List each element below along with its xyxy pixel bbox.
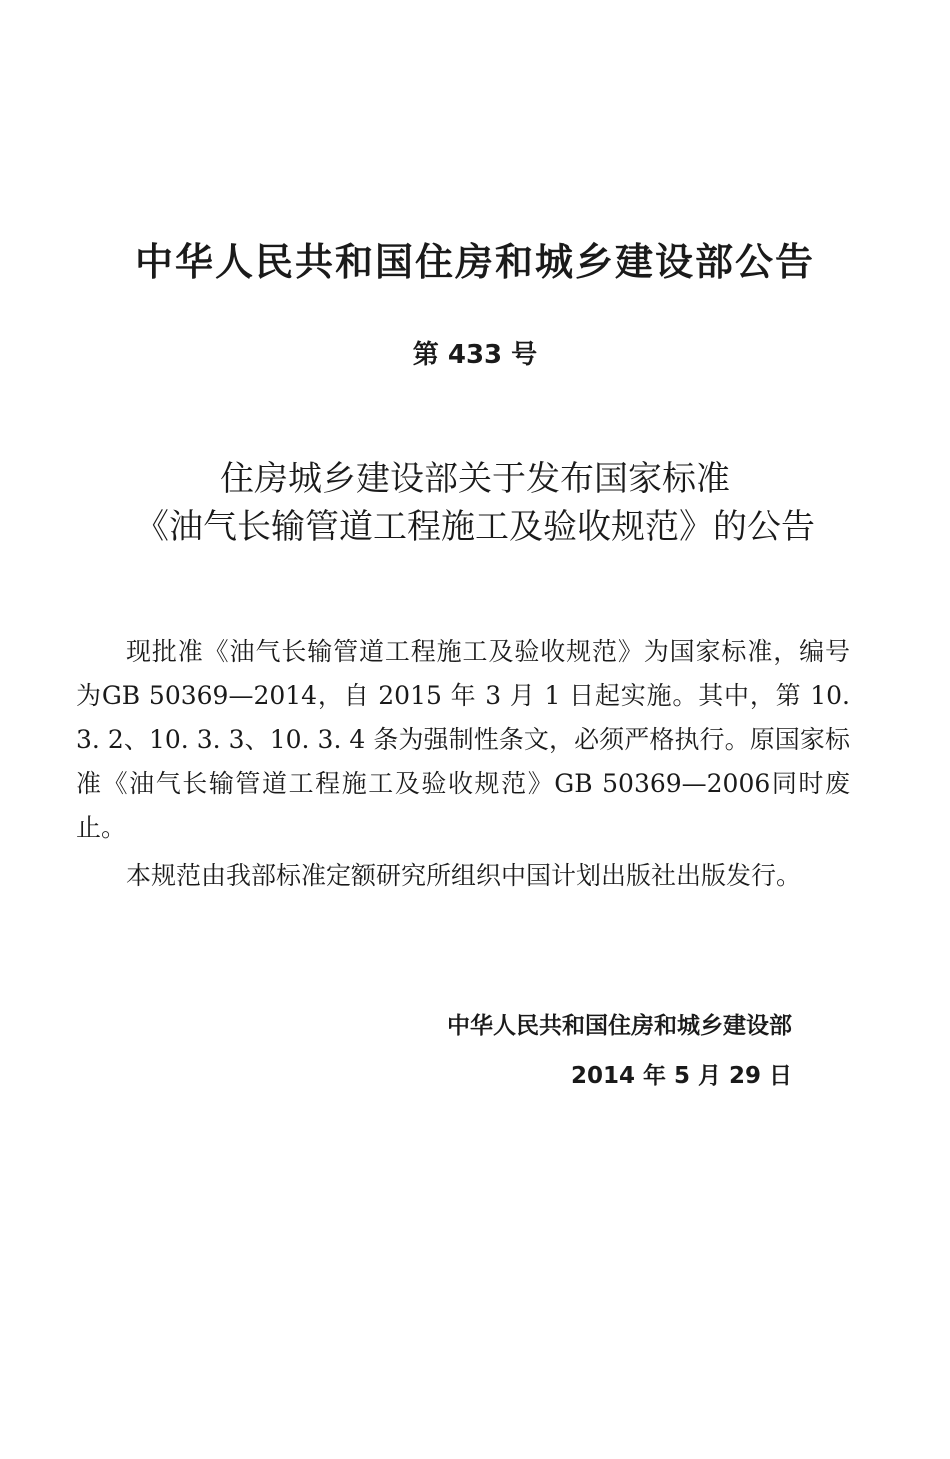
signature-date: 2014 年 5 月 29 日: [570, 1063, 792, 1089]
signature-block: [447, 1005, 792, 1097]
notice-number: 第 433 号: [412, 340, 538, 370]
agency-title: 中华人民共和国住房和城乡建设部公告: [134, 240, 815, 284]
notice-heading-line2: 《油气长输管道工程施工及验收规范》的公告: [135, 507, 815, 547]
signature-issuer: 中华人民共和国住房和城乡建设部: [447, 1013, 792, 1039]
notice-heading-line1: 住房城乡建设部关于发布国家标准: [220, 459, 730, 499]
notice-body: [76, 630, 850, 898]
notice-heading: [0, 455, 950, 551]
body-paragraph-approval: 现批准《油气长输管道工程施工及验收规范》为国家标准，编号为GB 50369—2014，自 2015 年 3 月 1 日起实施。其中，第 10. 3. 2、10. 3. 3、10. 3. 4 条为强制性条文，必须严格执行。原国家标准《油气长输管道工程施工及验收规范》GB 50369—2006同时废止。: [76, 637, 850, 842]
body-paragraph-publication: 本规范由我部标准定额研究所组织中国计划出版社出版发行。: [126, 861, 802, 890]
